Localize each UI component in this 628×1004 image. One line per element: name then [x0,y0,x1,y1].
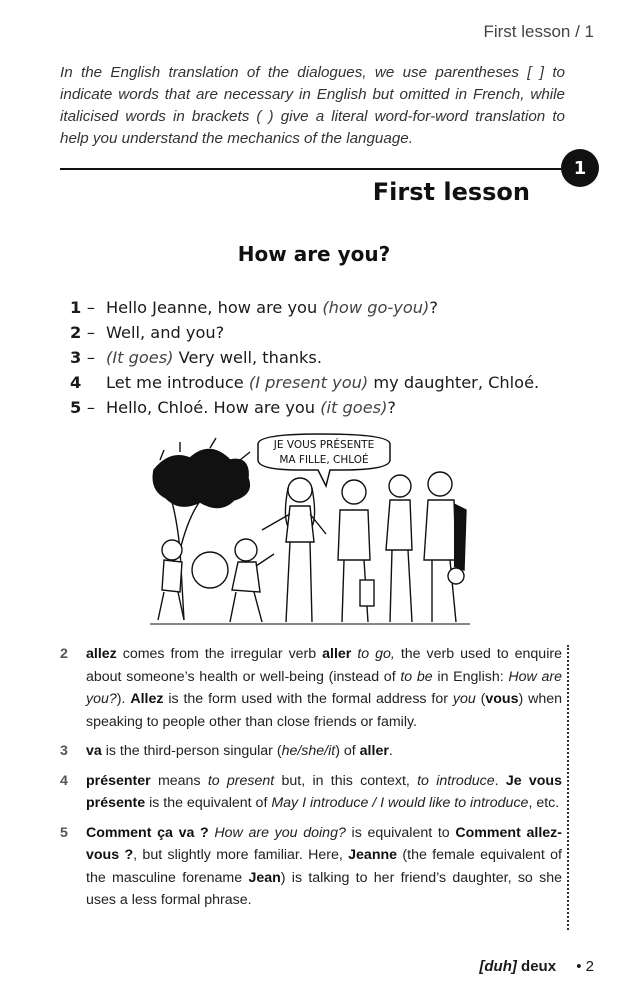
note-number: 5 [60,824,68,841]
note-item: 5 Comment ça va ? How are you doing? is equivalent to Comment allez-vous ?, but slightly more familiar. Here, Jeanne (the female equivalent of the masculine forename Jean) is talking to her friend’s daughter, so she uses a less formal phrase. [60,822,562,912]
note-item: 3 va is the third-person singular (he/she/it) of aller. [60,740,562,763]
lesson-number-badge: 1 [561,149,599,187]
dialogue-line-text: Hello, Chloé. How are you (it goes)? [106,398,397,417]
running-head: First lesson / 1 [483,22,594,41]
footer-phonetic: [duh] [479,958,517,975]
intro-paragraph: In the English translation of the dialogues, we use parentheses [ ] to indicate words that are necessary in English but omitted in French, while italicised words in brackets ( ) give a literal word-for-word translation to help you understand the mechanics of the language. [60,64,565,147]
notes-dotted-rule [567,645,569,930]
speech-line-1: JE VOUS PRÉSENTE [273,439,375,451]
lesson-title: First lesson [372,178,530,206]
dialogue-list [70,298,590,423]
dialogue-line [70,298,590,323]
note-number: 4 [60,772,68,789]
footer-number-word: deux [521,958,557,975]
speech-bubble [258,434,390,486]
dialogue-title: How are you? [237,242,391,266]
lesson-divider [60,168,570,170]
dialogue-line-number: 5 – [70,398,95,417]
dialogue-line-number: 1 – [70,298,95,317]
dialogue-line-text: Hello Jeanne, how are you (how go-you)? [106,298,438,317]
dialogue-line-text: (It goes) Very well, thanks. [106,348,323,367]
illustration [150,430,470,626]
footer-bullet: • [576,958,582,975]
speech-line-2: MA FILLE, CHLOÉ [279,454,369,466]
notes-section [60,643,562,919]
note-number: 3 [60,743,68,759]
dialogue-line-number: 4 [70,373,82,392]
note-item: 4 présenter means to present but, in this context, to introduce. Je vous présente is the equivalent of May I introduce / I would like to introduce, etc. [60,770,562,815]
dialogue-line [70,323,590,348]
dialogue-line-text: Let me introduce (I present you) my daughter, Chloé. [106,373,540,392]
dialogue-line-number: 3 – [70,348,95,367]
page-footer [479,958,594,975]
dialogue-line-text: Well, and you? [106,323,225,342]
adults-drawing [262,472,466,622]
note-number: 2 [60,646,68,662]
dialogue-line [70,348,590,373]
dialogue-line-number: 2 – [70,323,95,342]
children-drawing [158,539,274,622]
page-number: 2 [585,958,594,975]
dialogue-line [70,373,590,398]
note-item: 2 allez comes from the irregular verb aller to go, the verb used to enquire about someone’s health or well-being (instead of to be in English: How are you?). Allez is the form used with the formal address for you (vous) when speaking to people other than close friends or family. [60,643,562,733]
dialogue-line [70,398,590,423]
